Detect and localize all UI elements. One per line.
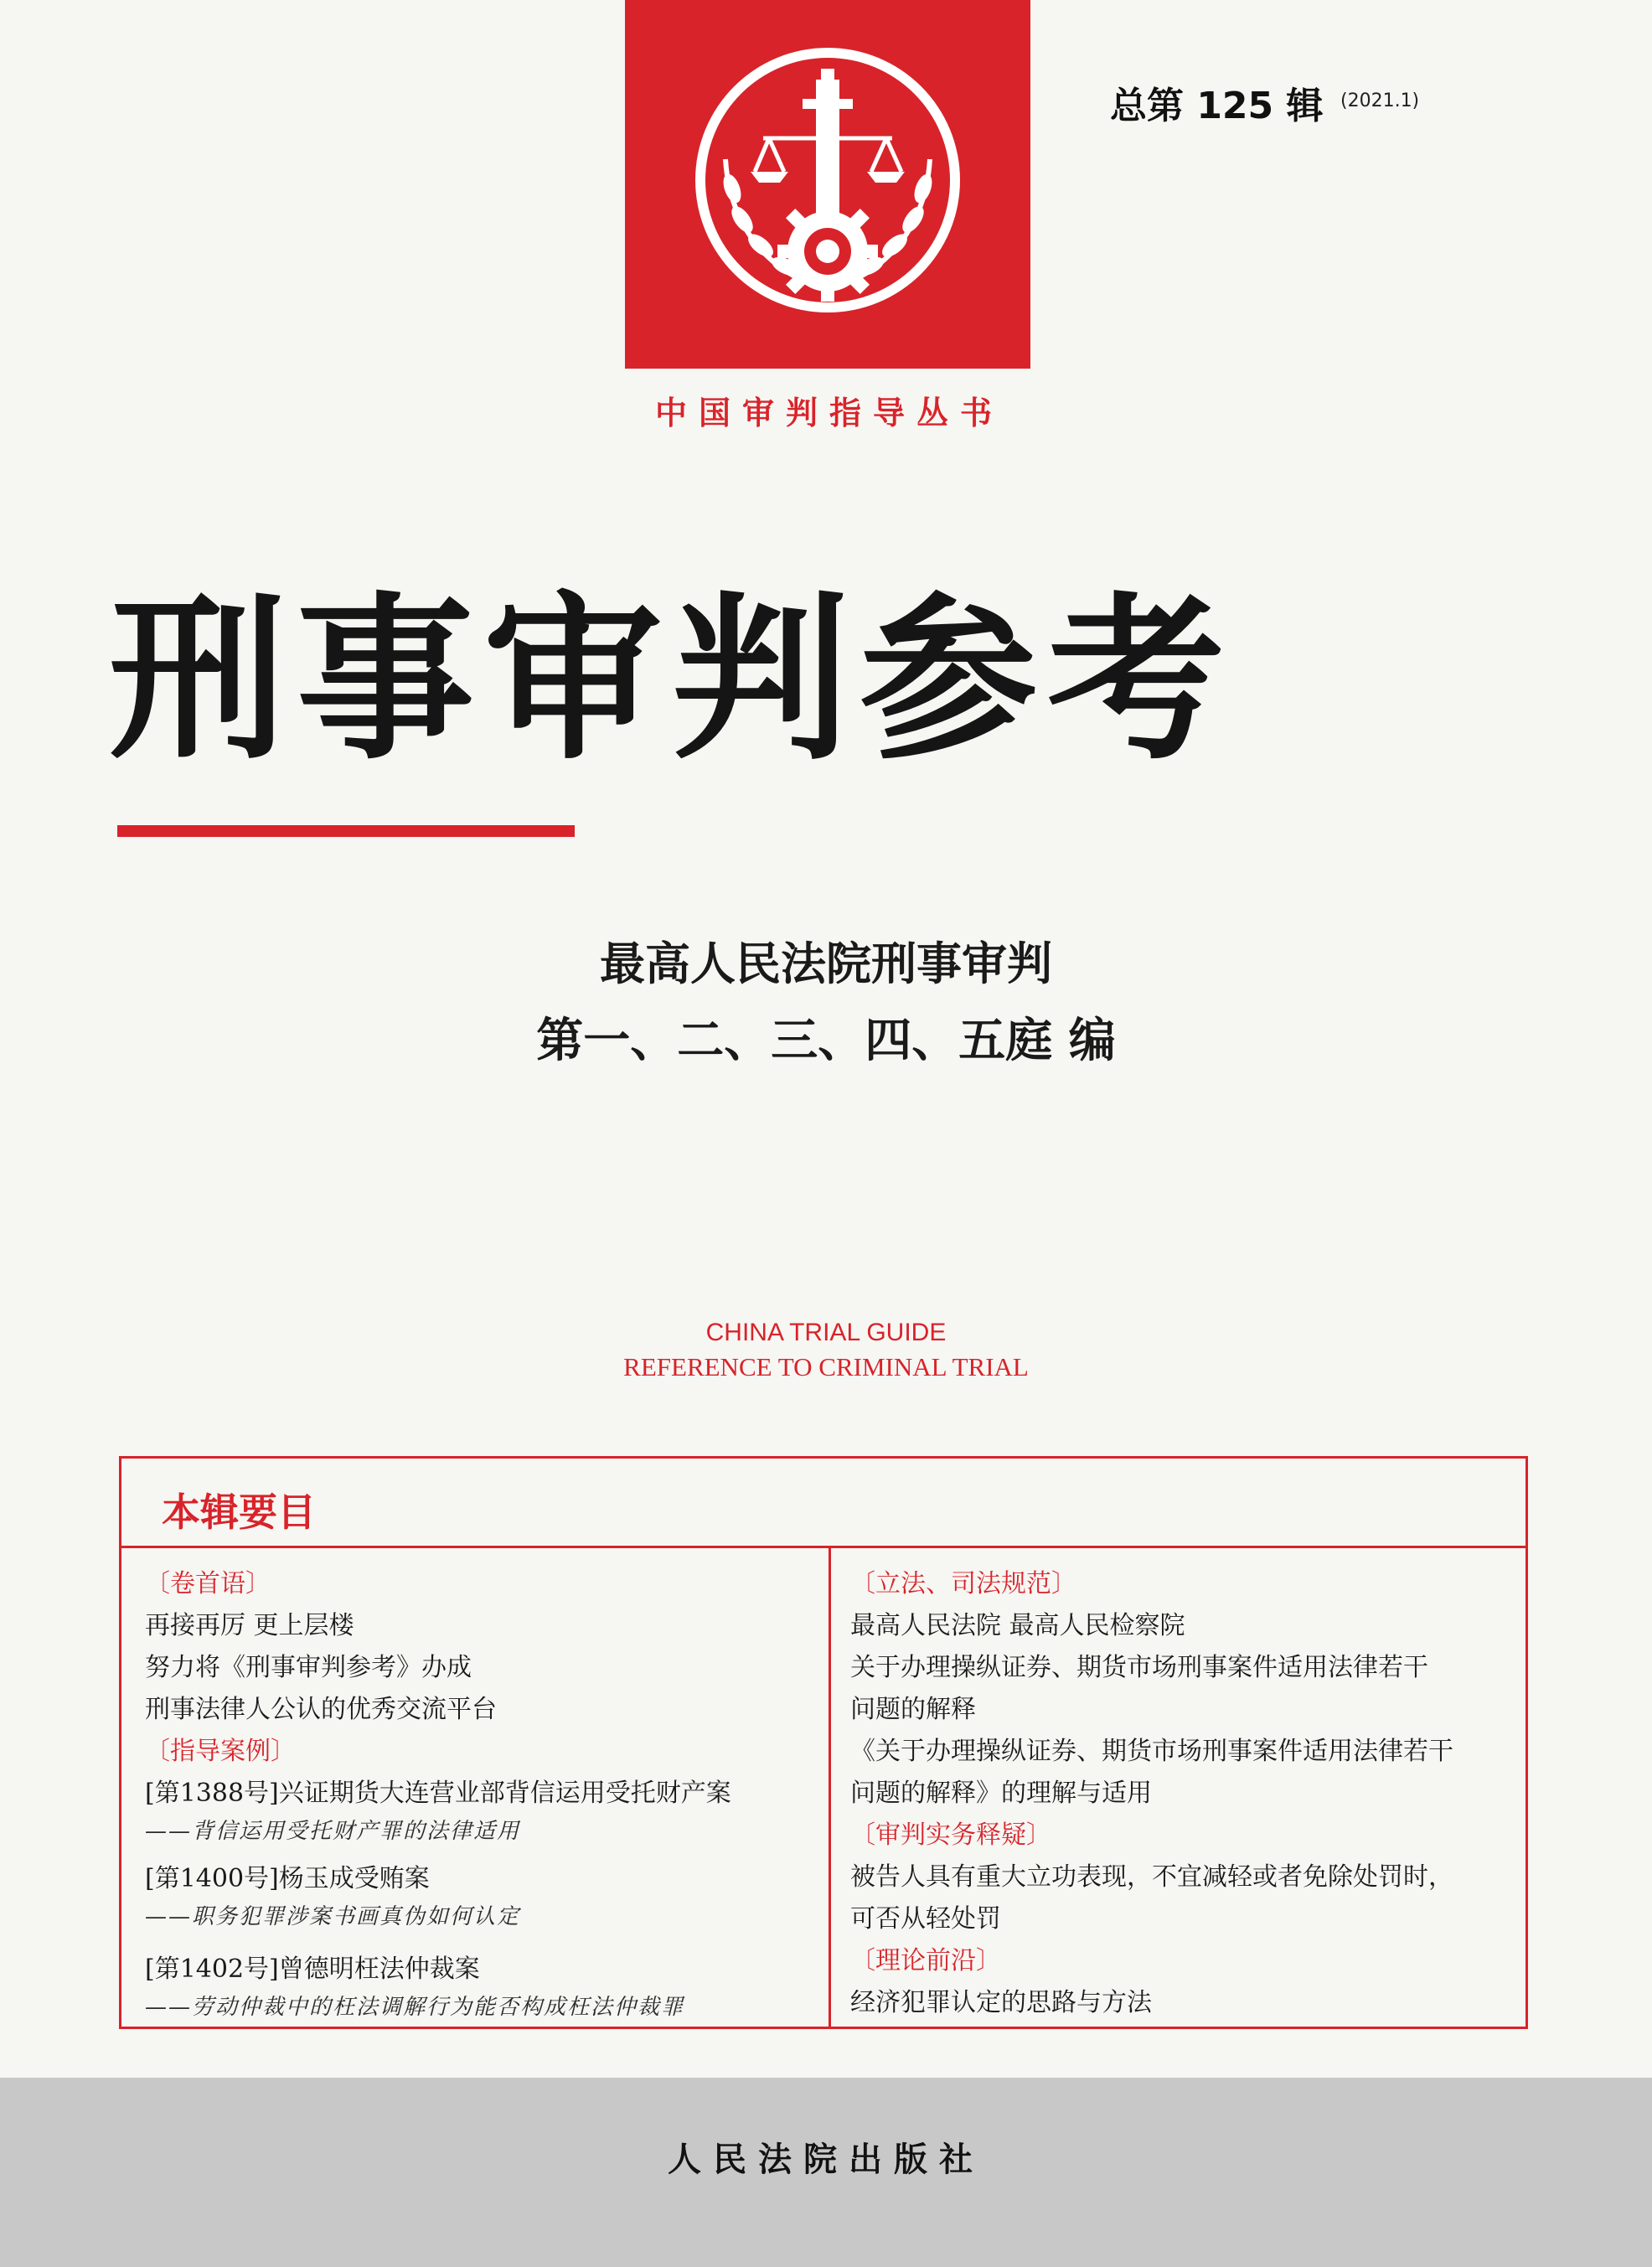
section-label: 〔审判实务释疑〕 bbox=[850, 1820, 1051, 1850]
main-title: 刑事审判参考 bbox=[109, 575, 1235, 783]
contents-item: 关于办理操纵证券、期货市场刑事案件适用法律若干 bbox=[850, 1653, 1428, 1682]
contents-rule bbox=[121, 1546, 1526, 1548]
contents-item: [第1402号]曾德明枉法仲裁案 bbox=[145, 1955, 480, 1984]
contents-item: 努力将《刑事审判参考》办成 bbox=[145, 1653, 472, 1682]
contents-item: 最高人民法院 最高人民检察院 bbox=[850, 1611, 1185, 1640]
contents-item: 被告人具有重大立功表现，不宜减轻或者免除处罚时， bbox=[850, 1862, 1453, 1892]
editor-line-1: 最高人民法院刑事审判 bbox=[600, 937, 1052, 990]
english-subtitle-1: CHINA TRIAL GUIDE bbox=[705, 1319, 947, 1346]
contents-item: [第1400号]杨玉成受贿案 bbox=[145, 1864, 430, 1893]
contents-item: 经济犯罪认定的思路与方法 bbox=[850, 1988, 1152, 2017]
contents-item: [第1388号]兴证期货大连营业部背信运用受托财产案 bbox=[145, 1779, 731, 1808]
english-subtitle-2: REFERENCE TO CRIMINAL TRIAL bbox=[623, 1352, 1029, 1381]
contents-item: 可否从轻处罚 bbox=[850, 1904, 1001, 1934]
contents-item: 《关于办理操纵证券、期货市场刑事案件适用法律若干 bbox=[850, 1737, 1453, 1766]
section-label: 〔理论前沿〕 bbox=[850, 1946, 1001, 1975]
contents-item: 再接再厉 更上层楼 bbox=[145, 1611, 354, 1640]
contents-subtitle: ——背信运用受托财产罪的法律适用 bbox=[145, 1819, 521, 1844]
issue-date: (2021.1) bbox=[1340, 90, 1420, 111]
section-label: 〔指导案例〕 bbox=[145, 1737, 296, 1766]
contents-divider bbox=[829, 1546, 831, 2029]
contents-subtitle: ——职务犯罪涉案书画真伪如何认定 bbox=[145, 1904, 521, 1929]
contents-item: 刑事法律人公认的优秀交流平台 bbox=[145, 1695, 497, 1724]
contents-box bbox=[119, 1456, 1528, 2029]
section-label: 〔卷首语〕 bbox=[145, 1569, 271, 1598]
series-title: 中国审判指导丛书 bbox=[654, 395, 1004, 431]
publisher-name: 人民法院出版社 bbox=[668, 2140, 984, 2179]
section-label: 〔立法、司法规范〕 bbox=[850, 1569, 1076, 1598]
editor-line-2: 第一、二、三、四、五庭 编 bbox=[536, 1013, 1116, 1068]
contents-item: 问题的解释》的理解与适用 bbox=[850, 1779, 1152, 1808]
court-emblem-icon bbox=[625, 0, 1030, 369]
contents-subtitle: ——劳动仲裁中的枉法调解行为能否构成枉法仲裁罪 bbox=[145, 1995, 685, 2020]
title-underline bbox=[117, 825, 575, 837]
contents-item: 问题的解释 bbox=[850, 1695, 976, 1724]
emblem-panel bbox=[625, 0, 1030, 369]
contents-heading: 本辑要目 bbox=[162, 1490, 316, 1535]
issue-number: 总第 125 辑 bbox=[1110, 85, 1324, 127]
